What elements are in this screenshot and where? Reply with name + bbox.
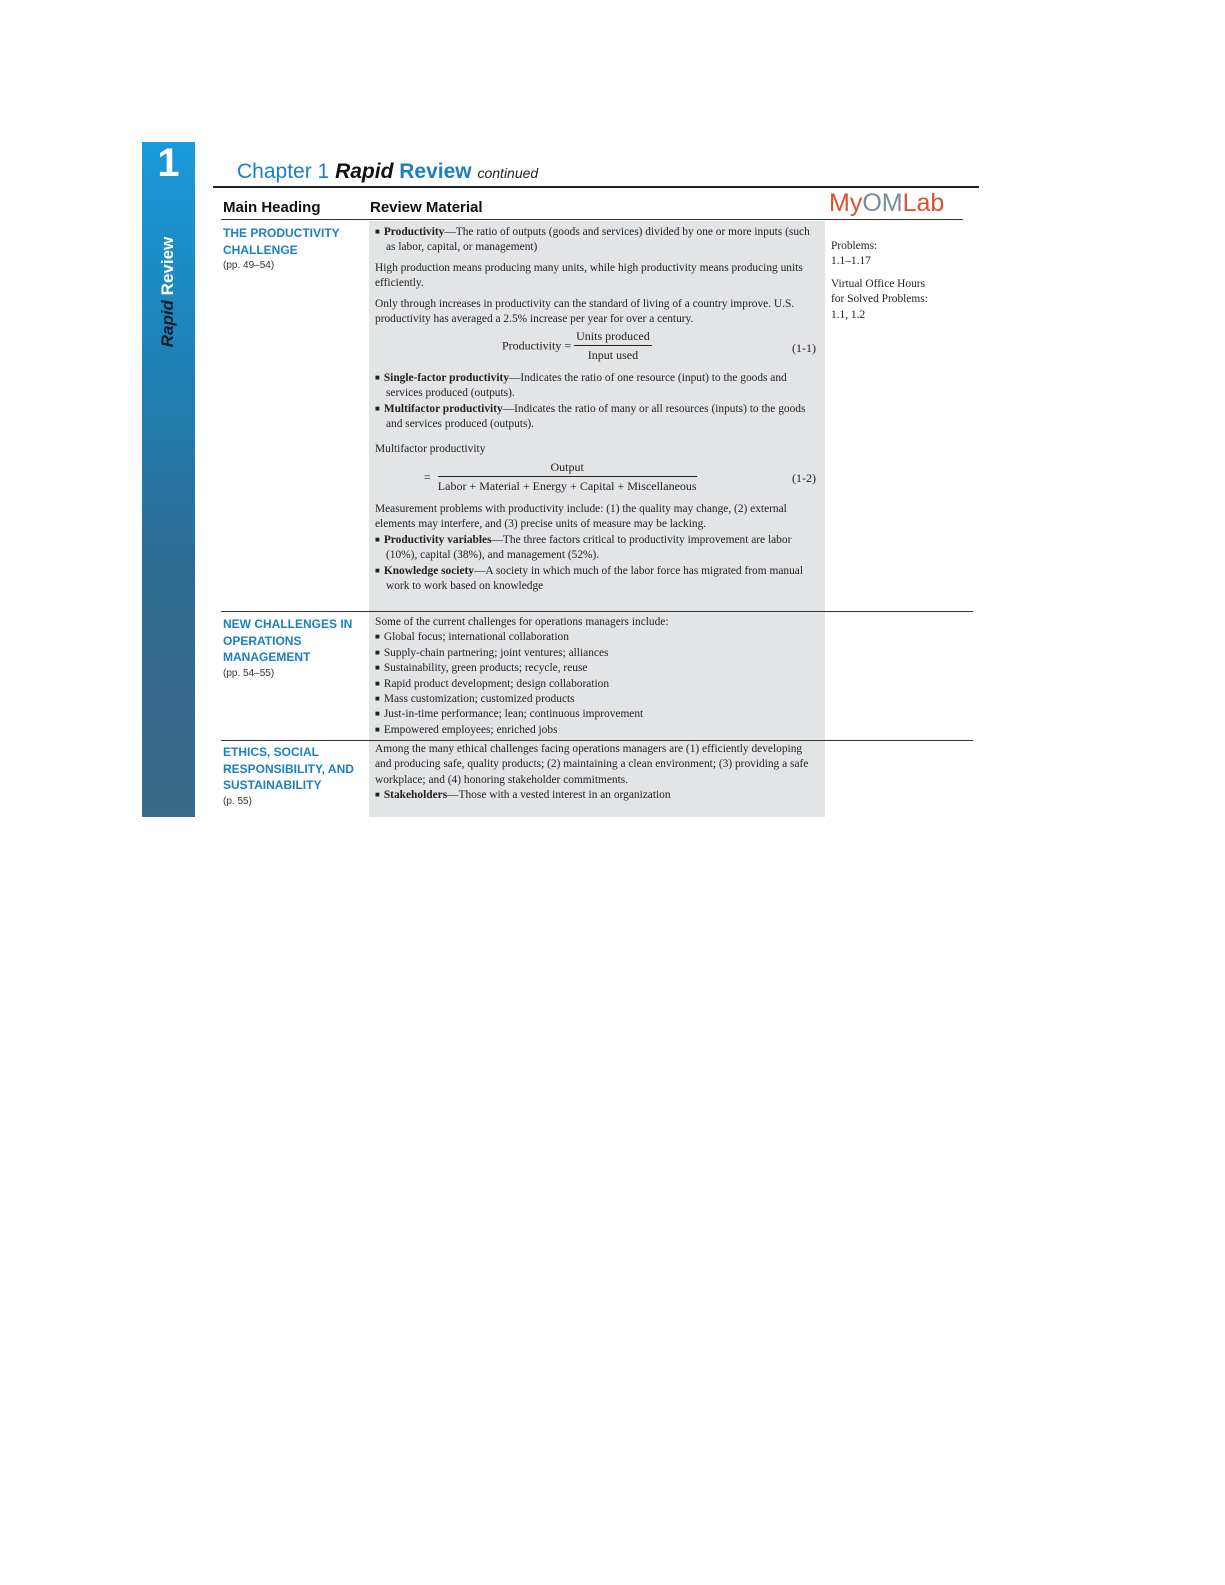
formula-eq: = — [424, 469, 431, 484]
voh-line-2: for Solved Problems: — [831, 293, 928, 306]
definition: —The three factors critical to productivity improvement are labor (10%), capital (38%), and management (52%). — [386, 533, 792, 562]
bullet-stakeholders — [375, 788, 819, 803]
paragraph-production: High production means producing many units, while high productivity means producing units efficiently. — [375, 261, 803, 290]
term: Single-factor productivity — [383, 372, 510, 384]
section-divider — [221, 611, 973, 612]
section-divider — [221, 740, 973, 741]
section-1-content-top — [375, 225, 819, 327]
term: Knowledge society — [383, 564, 475, 577]
denominator: Labor + Material + Energy + Capital + Miscellaneous — [437, 479, 697, 493]
bullet-knowledge-society — [375, 564, 819, 595]
list-item: ■ Supply-chain partnering; joint ventures; alliances — [375, 646, 819, 661]
challenges-intro: Some of the current challenges for operations managers include: — [375, 616, 669, 628]
paragraph-ethical-challenges: Among the many ethical challenges facing operations managers are (1) efficiently developing and producing safe, quality products; (2) maintaining a clean environment; (3) providing a safe workplace; and (4) honoring stakeholder commitments. — [375, 743, 809, 786]
term: Productivity variables — [383, 533, 492, 546]
section-title-text: THE PRODUCTIVITY CHALLENGE — [223, 226, 340, 257]
brand-lab: Lab — [902, 189, 945, 217]
definition: —A society in which much of the labor force has migrated from manual work to work based on knowledge — [386, 564, 803, 593]
page-title-rapid: Rapid — [335, 160, 394, 183]
section-title-new-challenges — [223, 616, 363, 682]
myomlab-logo — [829, 189, 944, 218]
column-heading-main: Main Heading — [223, 199, 321, 216]
myomlab-resources — [831, 239, 928, 323]
header-rule — [213, 186, 979, 188]
chapter-side-banner — [142, 142, 195, 817]
section-1-content-mid — [375, 371, 819, 457]
section-2-content — [375, 615, 819, 738]
list-item: ■ Rapid product development; design collaboration — [375, 677, 819, 692]
section-pages: (p. 55) — [223, 795, 252, 807]
term: Stakeholders — [383, 789, 448, 802]
formula-multifactor — [424, 460, 697, 494]
chapter-number: 1 — [157, 141, 180, 185]
section-3-content — [375, 742, 819, 804]
rapid-review-vertical-label — [158, 237, 178, 348]
column-header-rule — [221, 219, 963, 220]
section-pages: (pp. 54–55) — [223, 667, 275, 679]
brand-my: My — [829, 189, 863, 217]
fraction — [574, 329, 652, 363]
side-label-review: Review — [158, 236, 177, 296]
page-title-chapter: Chapter 1 — [237, 160, 330, 183]
paragraph-measurement-problems: Measurement problems with productivity include: (1) the quality may change, (2) external elements may interfere, and (3) precise units of measure may be lacking. — [375, 503, 787, 531]
voh-line-1: Virtual Office Hours — [831, 277, 925, 290]
column-heading-review: Review Material — [370, 199, 483, 216]
section-1-content-bottom — [375, 502, 819, 594]
definition: —Indicates the ratio of many or all resources (inputs) to the goods and services produced (outputs). — [386, 402, 806, 431]
brand-om: OM — [862, 189, 903, 217]
bullet-single-factor — [375, 371, 819, 402]
term: Productivity — [383, 226, 445, 238]
side-label-rapid: Rapid — [158, 300, 177, 348]
list-item: ■ Sustainability, green products; recycle, reuse — [375, 661, 819, 676]
formula-lhs: Productivity = — [502, 338, 572, 353]
bullet-multifactor — [375, 402, 819, 433]
term: Multifactor productivity — [383, 402, 503, 415]
equation-number: (1-2) — [792, 471, 816, 485]
denominator: Input used — [587, 348, 639, 362]
paragraph-standard-of-living: Only through increases in productivity can the standard of living of a country improve. U.S. productivity has averaged a 2.5% increase per year for over a century. — [375, 297, 795, 326]
section-title-productivity — [223, 225, 363, 275]
definition: —Those with a vested interest in an organization — [447, 789, 671, 802]
definition: —Indicates the ratio of one resource (input) to the goods and services produced (outputs). — [386, 372, 787, 400]
formula-productivity — [502, 329, 652, 363]
numerator: Output — [438, 460, 697, 477]
section-title-ethics — [223, 744, 363, 810]
list-item: ■ Empowered employees; enriched jobs — [375, 723, 819, 738]
list-item: ■ Just-in-time performance; lean; continuous improvement — [375, 707, 819, 722]
numerator: Units produced — [574, 329, 652, 346]
list-item: ■ Mass customization; customized products — [375, 692, 819, 707]
section-pages: (pp. 49–54) — [223, 260, 275, 271]
voh-line-3: 1.1, 1.2 — [831, 308, 866, 321]
problems-label: Problems: — [831, 240, 878, 252]
equation-number: (1-1) — [792, 341, 816, 355]
fraction — [438, 460, 697, 494]
problems-range: 1.1–1.17 — [831, 255, 871, 268]
bullet-productivity-variables — [375, 533, 819, 564]
formula-2-label: Multifactor productivity — [375, 442, 486, 455]
definition: —The ratio of outputs (goods and services) divided by one or more inputs (such as labor, capital, or management) — [386, 226, 810, 254]
bullet-productivity — [375, 225, 819, 256]
page-title — [237, 160, 538, 184]
section-title-text: ETHICS, SOCIAL RESPONSIBILITY, AND SUSTAINABILITY — [223, 745, 354, 792]
page-title-continued: continued — [477, 165, 539, 181]
section-title-text: NEW CHALLENGES IN OPERATIONS MANAGEMENT — [223, 617, 353, 664]
page-title-review: Review — [399, 160, 472, 183]
list-item: ■ Global focus; international collaboration — [375, 630, 819, 645]
